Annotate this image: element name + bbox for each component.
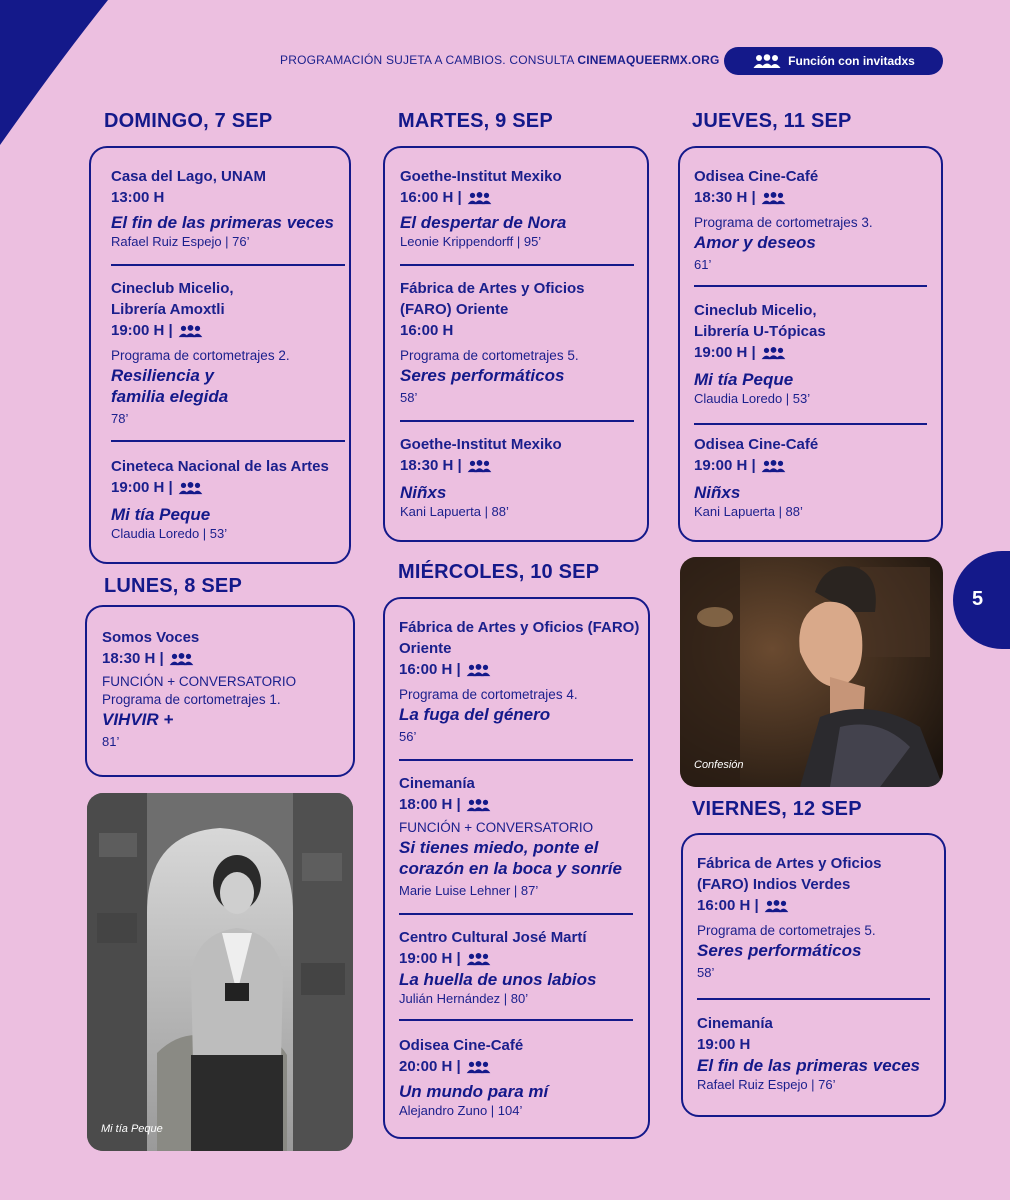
guests-icon (466, 459, 493, 473)
schedule-card-domingo (89, 146, 351, 564)
event-time: 19:00 H | (399, 950, 461, 967)
event-program: Programa de cortometrajes 2. (111, 348, 290, 363)
event-time: 16:00 H | (400, 189, 462, 206)
guests-icon (752, 53, 782, 69)
guests-icon (168, 652, 195, 666)
event-program: Programa de cortometrajes 1. (102, 692, 281, 707)
event-time: 19:00 H | (694, 344, 756, 361)
event-title[interactable]: Amor y deseos (694, 233, 816, 252)
event-divider (111, 264, 345, 266)
event-time-row (694, 187, 941, 208)
event-time: 19:00 H | (694, 457, 756, 474)
event-title[interactable]: La fuga del género (399, 705, 551, 724)
legend-label: Función con invitadxs (788, 54, 915, 68)
event-venue: Cineteca Nacional de las Artes (111, 458, 329, 475)
event-item (399, 1035, 648, 1120)
day-heading-domingo: DOMINGO, 7 SEP (104, 110, 273, 132)
event-meta: Kani Lapuerta | 88’ (400, 504, 509, 519)
event-venue-line1: Fábrica de Artes y Oficios (400, 280, 585, 297)
event-venue: Cinemanía (697, 1015, 773, 1032)
event-title[interactable]: Seres performáticos (400, 366, 565, 385)
day-heading-miercoles: MIÉRCOLES, 10 SEP (398, 561, 600, 583)
event-meta: 58’ (400, 390, 418, 405)
event-time: 18:00 H | (399, 796, 461, 813)
guests-icon (465, 663, 492, 677)
event-time-row (399, 1056, 648, 1077)
event-venue: Casa del Lago, UNAM (111, 168, 267, 185)
event-venue: Odisea Cine-Café (694, 436, 819, 453)
event-divider (697, 998, 930, 1000)
event-item (694, 166, 941, 274)
event-venue-line1: Fábrica de Artes y Oficios (697, 855, 882, 872)
event-time: 18:30 H | (102, 650, 164, 667)
event-time-row (399, 948, 648, 969)
event-time-row (399, 659, 648, 680)
event-time: 19:00 H | (111, 479, 173, 496)
event-item (399, 773, 648, 900)
event-meta: 58’ (697, 965, 715, 980)
schedule-card-lunes (85, 605, 355, 777)
schedule-card-martes (383, 146, 649, 542)
event-venue: Somos Voces (102, 629, 200, 646)
film-still-confesion (680, 557, 943, 787)
event-title[interactable]: Niñxs (400, 483, 447, 502)
event-item (400, 278, 647, 407)
event-meta: Claudia Loredo | 53’ (694, 391, 811, 406)
guests-icon (465, 952, 492, 966)
event-time-row (694, 342, 941, 363)
event-program: Programa de cortometrajes 5. (400, 348, 579, 363)
event-meta: Alejandro Zuno | 104’ (399, 1103, 523, 1118)
event-item (697, 853, 944, 982)
guests-icon (177, 324, 204, 338)
guests-icon (760, 191, 787, 205)
event-meta: Claudia Loredo | 53’ (111, 526, 228, 541)
event-item (111, 166, 349, 251)
guests-icon (465, 1060, 492, 1074)
event-note: FUNCIÓN + CONVERSATORIO (399, 820, 594, 835)
event-title[interactable]: El fin de las primeras veces (697, 1056, 921, 1075)
event-time: 18:30 H | (400, 457, 462, 474)
page-number: 5 (972, 588, 984, 610)
photo-image (87, 793, 353, 1151)
event-title[interactable]: La huella de unos labios (399, 970, 597, 989)
event-item (400, 166, 647, 251)
event-divider (400, 420, 634, 422)
event-time: 16:00 H | (399, 661, 461, 678)
event-time-row (102, 648, 353, 669)
guests-legend (724, 47, 943, 75)
day-heading-jueves: JUEVES, 11 SEP (692, 110, 852, 132)
event-time: 20:00 H | (399, 1058, 461, 1075)
event-meta: 81’ (102, 734, 120, 749)
film-still-mi-tia-peque (87, 793, 353, 1151)
event-divider (400, 264, 634, 266)
event-time-row (399, 794, 648, 815)
guests-icon (760, 346, 787, 360)
event-venue-line1: Cineclub Micelio, (111, 280, 234, 297)
notice-text: PROGRAMACIÓN SUJETA A CAMBIOS. CONSULTA (280, 53, 574, 67)
event-meta: Rafael Ruiz Espejo | 76’ (111, 234, 250, 249)
event-title-line1[interactable]: Si tienes miedo, ponte el (399, 838, 599, 857)
event-meta: 78’ (111, 411, 129, 426)
event-time: 16:00 H | (697, 897, 759, 914)
event-venue: Goethe-Institut Mexiko (400, 436, 562, 453)
event-time: 16:00 H (400, 322, 454, 339)
event-time: 13:00 H (111, 189, 165, 206)
guests-icon (760, 459, 787, 473)
event-venue: Odisea Cine-Café (399, 1037, 524, 1054)
event-item (399, 617, 648, 746)
guests-icon (177, 481, 204, 495)
event-title[interactable]: Mi tía Peque (694, 370, 794, 389)
day-heading-martes: MARTES, 9 SEP (398, 110, 553, 132)
event-time-row (694, 455, 941, 476)
event-time: 19:00 H | (111, 322, 173, 339)
event-program: Programa de cortometrajes 3. (694, 215, 873, 230)
event-title-line1[interactable]: Resiliencia y (111, 366, 215, 385)
event-meta: 61’ (694, 257, 712, 272)
event-meta: Julián Hernández | 80’ (399, 991, 529, 1006)
event-meta: Leonie Krippendorff | 95’ (400, 234, 542, 249)
event-program: Programa de cortometrajes 4. (399, 687, 578, 702)
schedule-card-jueves (678, 146, 943, 542)
event-item (697, 1013, 944, 1094)
schedule-card-miercoles (383, 597, 650, 1139)
event-time-row (400, 187, 647, 208)
photo-caption: Confesión (694, 759, 744, 771)
event-note: FUNCIÓN + CONVERSATORIO (102, 674, 297, 689)
event-divider (111, 440, 345, 442)
day-heading-lunes: LUNES, 8 SEP (104, 575, 242, 597)
event-program: Programa de cortometrajes 5. (697, 923, 876, 938)
event-title[interactable]: El fin de las primeras veces (111, 213, 335, 232)
event-venue: Cinemanía (399, 775, 475, 792)
event-title[interactable]: Seres performáticos (697, 941, 862, 960)
event-time-row (697, 895, 944, 916)
photo-caption: Mi tía Peque (101, 1123, 163, 1135)
event-meta: Rafael Ruiz Espejo | 76’ (697, 1077, 836, 1092)
event-title[interactable]: Mi tía Peque (111, 505, 211, 524)
event-divider (399, 1019, 633, 1021)
guests-icon (465, 798, 492, 812)
event-time-row (111, 320, 349, 341)
event-item (111, 278, 349, 428)
event-venue: Centro Cultural José Martí (399, 929, 587, 946)
event-venue: Odisea Cine-Café (694, 168, 819, 185)
event-title-line2[interactable]: corazón en la boca y sonríe (399, 859, 622, 878)
event-venue: Goethe-Institut Mexiko (400, 168, 562, 185)
event-title[interactable]: Niñxs (694, 483, 741, 502)
event-venue-line2: Librería Amoxtli (111, 301, 225, 318)
event-venue-line2: Librería U-Tópicas (694, 323, 826, 340)
event-venue-line1: Cineclub Micelio, (694, 302, 817, 319)
event-divider (399, 913, 633, 915)
event-time-row (400, 455, 647, 476)
schedule-notice (280, 53, 719, 67)
schedule-card-viernes (681, 833, 946, 1117)
event-venue-line2: (FARO) Oriente (400, 301, 509, 318)
event-divider (694, 285, 927, 287)
event-title[interactable]: Un mundo para mí (399, 1082, 549, 1101)
event-item (694, 300, 941, 408)
photo-image (680, 557, 943, 787)
event-time: 19:00 H (697, 1036, 751, 1053)
guests-icon (466, 191, 493, 205)
event-time: 18:30 H | (694, 189, 756, 206)
event-item (400, 434, 647, 521)
event-title[interactable]: El despertar de Nora (400, 213, 567, 232)
website-link[interactable]: CINEMAQUEERMX.ORG (577, 53, 720, 67)
event-meta: 56’ (399, 729, 417, 744)
event-meta: Kani Lapuerta | 88’ (694, 504, 803, 519)
event-item (399, 927, 648, 1008)
event-item (111, 456, 349, 543)
event-title[interactable]: VIHVIR + (102, 710, 174, 729)
day-heading-viernes: VIERNES, 12 SEP (692, 798, 862, 820)
event-time-row (111, 477, 349, 498)
event-venue-line2: (FARO) Indios Verdes (697, 876, 851, 893)
event-venue-line1: Fábrica de Artes y Oficios (FARO) (399, 619, 640, 636)
event-divider (694, 423, 927, 425)
event-title-line2[interactable]: familia elegida (111, 387, 229, 406)
event-item (102, 627, 353, 751)
event-venue-line2: Oriente (399, 640, 452, 657)
corner-decoration (0, 0, 110, 145)
event-item (694, 434, 941, 521)
guests-icon (763, 899, 790, 913)
event-divider (399, 759, 633, 761)
event-meta: Marie Luise Lehner | 87’ (399, 883, 539, 898)
